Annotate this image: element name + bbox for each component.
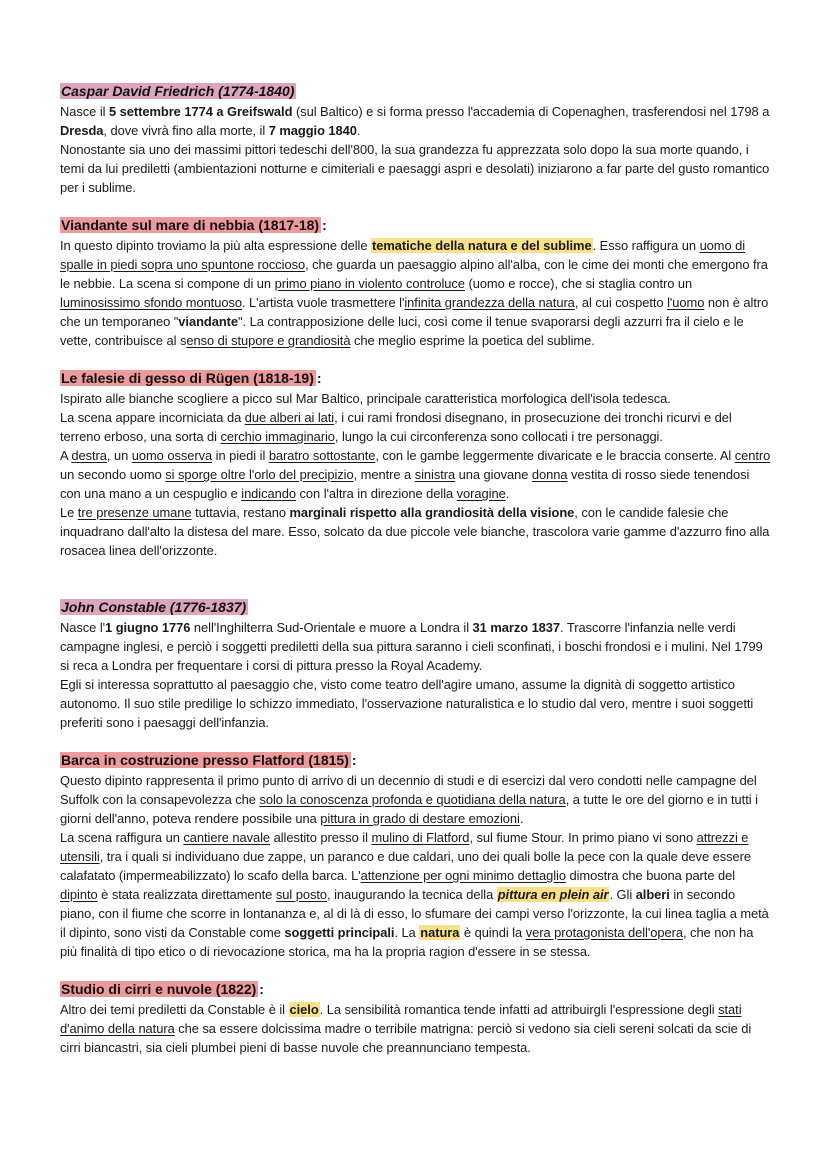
underlined-text: sul posto xyxy=(275,887,327,902)
highlighted-text: tematiche della natura e del sublime xyxy=(372,238,592,253)
emphasized-text: soggetti principali xyxy=(284,925,395,940)
emphasized-text: alberi xyxy=(635,887,670,902)
underlined-text: due alberi ai lati xyxy=(244,410,335,425)
underlined-text: donna xyxy=(531,467,568,482)
highlighted-text: natura xyxy=(420,925,460,940)
underlined-text: cantiere navale xyxy=(183,830,271,845)
emphasized-text: 7 maggio 1840 xyxy=(268,123,357,138)
underlined-text: l'uomo xyxy=(667,295,705,310)
artist-heading-constable: John Constable (1776-1837) xyxy=(61,599,247,615)
highlighted-text: cielo xyxy=(289,1002,319,1017)
underlined-text: uomo di spalle in piedi sopra uno spuntone roccioso xyxy=(60,238,746,272)
underlined-text: enso di stupore e grandiosità xyxy=(186,333,351,348)
underlined-text: attrezzi e utensili xyxy=(60,830,749,864)
underlined-text: voragine xyxy=(456,486,506,501)
underlined-text: dipinto xyxy=(60,887,98,902)
section-falesie xyxy=(60,367,772,560)
underlined-text: infinita grandezza della natura xyxy=(404,295,575,310)
underlined-text: centro xyxy=(734,448,771,463)
paragraph-friedrich-bio: Nasce il 5 settembre 1774 a Greifswald (sul Baltico) e si forma presso l'accademia di Copenaghen, trasferendosi nel 1798 a Dresda, dove vivrà fino alla morte, il 7 maggio 1840. Nonostante sia uno dei massimi pittori tedeschi dell'800, la sua grandezza fu apprezzata solo dopo la sua morte quando, i temi da lui prediletti (ambientazioni notturne e cimiteriali e paesaggi aspri e desolati) iniziarono a far parte del gusto romantico per i sublime. xyxy=(60,104,770,195)
section-friedrich xyxy=(60,80,772,197)
underlined-text: destra xyxy=(71,448,107,463)
paragraph-cirri: Altro dei temi prediletti da Constable è il cielo. La sensibilità romantica tende infatti ad attribuirgli l'espressione degli stati d'animo della natura che sa essere dolcissima madre o terribile matrigna: perciò si vedono sia cieli sereni solcati da scie di cirri biancastri, sia cieli plumbei pieni di basse nuvole che preannunciano tempesta. xyxy=(60,1002,752,1055)
section-barca xyxy=(60,749,772,961)
artwork-heading-barca: Barca in costruzione presso Flatford (1815) : xyxy=(61,752,357,768)
section-constable xyxy=(60,596,772,732)
underlined-text: tre presenze umane xyxy=(77,505,192,520)
underlined-text: indicando xyxy=(241,486,296,501)
section-viandante xyxy=(60,214,772,350)
underlined-text: stati d'animo della natura xyxy=(60,1002,742,1036)
underlined-text: cerchio immaginario xyxy=(220,429,335,444)
artwork-heading-cirri: Studio di cirri e nuvole (1822) : xyxy=(61,981,264,997)
artwork-heading-falesie: Le falesie di gesso di Rügen (1818-19) : xyxy=(61,370,322,386)
paragraph-falesie: Ispirato alle bianche scogliere a picco sul Mar Baltico, principale caratteristica morfologica dell'isola tedesca. La scena appare incorniciata da due alberi ai lati, i cui rami frondosi disegnano, in prosecuzione dei tronchi ricurvi e del terreno erboso, una sorta di cerchio immaginario, lungo la cui circonferenza sono collocati i tre personaggi. A destra, un uomo osserva in piedi il baratro sottostante, con le gambe leggermente divaricate e le braccia conserte. Al centro un secondo uomo si sporge oltre l'orlo del precipizio, mentre a sinistra una giovane donna vestita di rosso siede tenendosi con una mano a un cespuglio e indicando con l'altra in direzione della voragine. Le tre presenze umane tuttavia, restano marginali rispetto alla grandiosità della visione, con le candide falesie che inquadrano dall'alto la distesa del mare. Esso, solcato da due piccole vele bianche, trascolora varie gamme d'azzurro fino alla rosacea linea dell'orizzonte. xyxy=(60,391,771,558)
section-cirri xyxy=(60,978,772,1057)
highlighted-text: pittura en plein air xyxy=(497,887,609,902)
underlined-text: pittura in grado di destare emozioni xyxy=(320,811,520,826)
underlined-text: mulino di Flatford xyxy=(371,830,470,845)
emphasized-text: marginali rispetto alla grandiosità della visione xyxy=(289,505,575,520)
underlined-text: si sporge oltre l'orlo del precipizio xyxy=(165,467,354,482)
document-content xyxy=(60,80,772,1057)
artwork-heading-viandante: Viandante sul mare di nebbia (1817-18) : xyxy=(61,217,327,233)
emphasized-text: Dresda xyxy=(60,123,104,138)
underlined-text: primo piano in violento controluce xyxy=(274,276,465,291)
underlined-text: attenzione per ogni minimo dettaglio xyxy=(360,868,566,883)
paragraph-viandante: In questo dipinto troviamo la più alta espressione delle tematiche della natura e del sublime. Esso raffigura un uomo di spalle in piedi sopra uno spuntone roccioso, che guarda un paesaggio alpino all'alba, con le cime dei monti che emergono fra le nebbie. La scena si compone di un primo piano in violento controluce (uomo e rocce), che si staglia contro un luminosissimo sfondo montuoso. L'artista vuole trasmettere l'infinita grandezza della natura, al cui cospetto l'uomo non è altro che un temporaneo "viandante". La contrapposizione delle luci, così come il tenue svaporarsi degli azzurri fra il cielo e le vette, contribuisce al senso di stupore e grandiosità che meglio esprime la poetica del sublime. xyxy=(60,238,769,348)
paragraph-constable-bio: Nasce l'1 giugno 1776 nell'Inghilterra Sud-Orientale e muore a Londra il 31 marzo 1837. Trascorre l'infanzia nelle verdi campagne inglesi, e perciò i soggetti prediletti della sua pittura saranno i cieli sconfinati, i boschi frondosi e i mulini. Nel 1799 si reca a Londra per frequentare i corsi di pittura presso la Royal Academy. Egli si interessa soprattutto al paesaggio che, visto come teatro dell'agire umano, assume la dignità di soggetto artistico autonomo. Il suo stile predilige lo schizzo immediato, l'osservazione naturalistica e lo studio dal vero, mentre i suoi soggetti preferiti sono i paesaggi dell'infanzia. xyxy=(60,620,763,730)
underlined-text: baratro sottostante xyxy=(268,448,376,463)
underlined-text: vera protagonista dell'opera xyxy=(525,925,683,940)
emphasized-text: 31 marzo 1837 xyxy=(472,620,561,635)
underlined-text: uomo osserva xyxy=(131,448,213,463)
artist-heading-friedrich: Caspar David Friedrich (1774-1840) xyxy=(61,83,295,99)
emphasized-text: 5 settembre 1774 a Greifswald xyxy=(108,104,293,119)
underlined-text: luminosissimo sfondo montuoso xyxy=(60,295,242,310)
paragraph-barca: Questo dipinto rappresenta il primo punto di arrivo di un decennio di studi e di esercizi dal vero condotti nelle campagne del Suffolk con la consapevolezza che solo la conoscenza profonda e quotidiana della natura, a tutte le ore del giorno e in tutti i giorni dell'anno, poteva rendere possibile una pittura in grado di destare emozioni. La scena raffigura un cantiere navale allestito presso il mulino di Flatford, sul fiume Stour. In primo piano vi sono attrezzi e utensili, tra i quali si individuano due zappe, un paranco e due caldari, uno dei quali bolle la pece con la quale deve essere calafatato (impermeabilizzato) lo scafo della barca. L'attenzione per ogni minimo dettaglio dimostra che buona parte del dipinto è stata realizzata direttamente sul posto, inaugurando la tecnica della pittura en plein air. Gli alberi in secondo piano, con il fiume che scorre in lontananza e, al di là di esso, lo sfumare dei campi verso l'orizzonte, la cui linea taglia a metà il dipinto, sono visti da Constable come soggetti principali. La natura è quindi la vera protagonista dell'opera, che non ha più finalità di tipo etico o di rievocazione storica, ma ha la propria ragion d'essere in se stessa. xyxy=(60,773,769,959)
underlined-text: solo la conoscenza profonda e quotidiana della natura xyxy=(259,792,566,807)
emphasized-text: viandante xyxy=(178,314,239,329)
emphasized-text: 1 giugno 1776 xyxy=(105,620,191,635)
underlined-text: sinistra xyxy=(414,467,456,482)
